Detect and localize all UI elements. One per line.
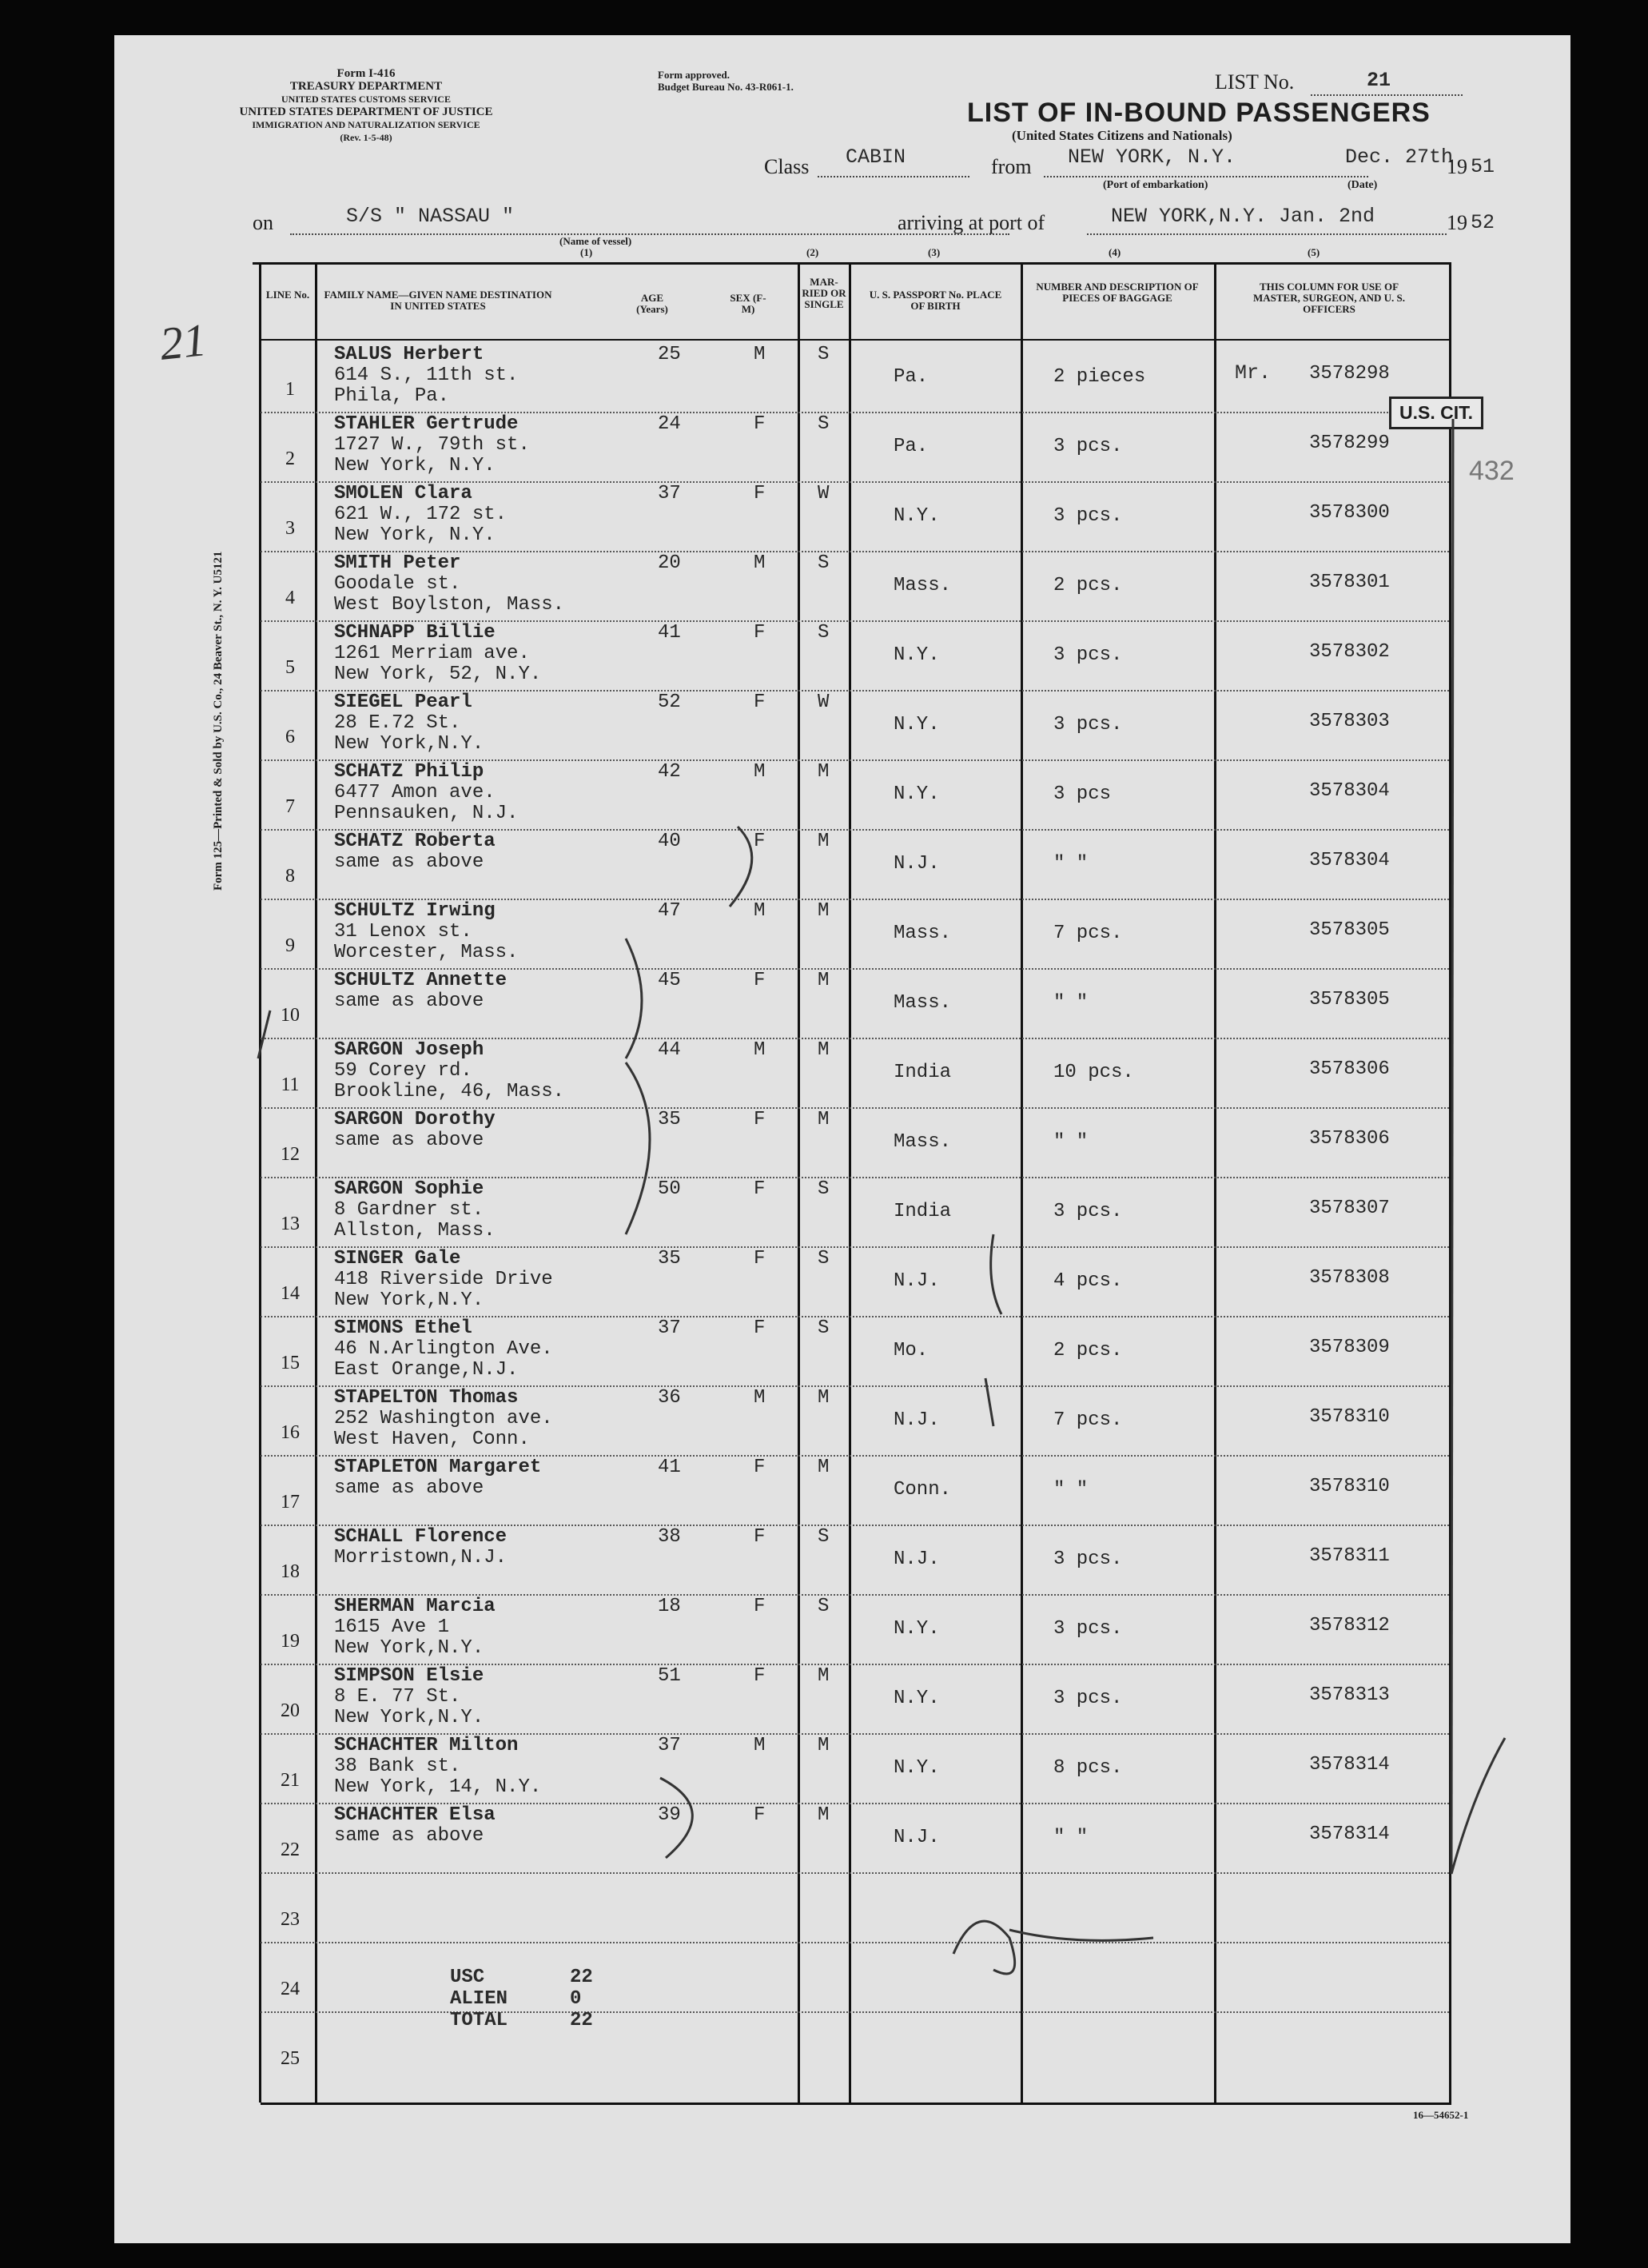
officer-number: 3578313 [1309,1684,1390,1706]
year-prefix-2: 19 [1447,211,1467,234]
line-number: 20 [281,1700,300,1721]
marital-status: M [818,1665,830,1687]
baggage: 3 pcs. [1053,1201,1123,1222]
marital-status: M [818,1735,830,1756]
address-line-1: same as above [334,1130,484,1151]
passenger-name: SIMONS Ethel [334,1317,472,1339]
address-line-1: 31 Lenox st. [334,921,472,943]
sex: M [754,761,766,783]
marital-status: S [818,1596,830,1617]
marital-status: S [818,1526,830,1548]
address-line-2: West Boylston, Mass. [334,594,565,616]
marital-status: M [818,761,830,783]
address-line-1: 621 W., 172 st. [334,504,508,525]
place-of-birth: India [894,1062,952,1083]
age: 41 [658,1457,681,1478]
place-of-birth: India [894,1201,952,1222]
place-of-birth: Mass. [894,923,952,944]
sex: F [754,692,766,713]
alien-count: 0 [570,1988,582,2010]
year-value-1: 51 [1471,155,1495,178]
line-number: 4 [285,588,295,608]
line-number: 7 [285,796,295,817]
header-age: AGE (Years) [636,292,668,315]
officer-number: 3578310 [1309,1406,1390,1428]
header-married: MAR- RIED OR SINGLE [802,276,846,310]
sex: F [754,483,766,504]
vessel-column-number: (1) [580,246,593,258]
place-of-birth: N.Y. [894,644,940,666]
passenger-name: SCHACHTER Elsa [334,1804,496,1826]
address-line-1: 8 Gardner st. [334,1199,484,1221]
usc-label: USC [450,1967,485,1988]
passenger-name: SHERMAN Marcia [334,1596,496,1617]
line-number: 3 [285,518,295,539]
printer-imprint: Form 125—Printed & Sold by U.S. Co., 24 Beaver St., N. Y. U5121 [212,551,225,891]
sex: M [754,344,766,365]
passenger-name: SINGER Gale [334,1248,461,1270]
officer-number: 3578301 [1309,572,1390,593]
officer-number: 3578302 [1309,641,1390,663]
on-label: on [253,211,273,234]
line-number: 12 [281,1144,300,1165]
baggage: " " [1053,992,1089,1014]
embarkation-date: Dec. 27th [1345,145,1454,169]
marital-status: M [818,900,830,922]
header-passport: U. S. PASSPORT No. PLACE OF BIRTH [869,289,1002,312]
baggage: " " [1053,1479,1089,1501]
age: 37 [658,1317,681,1339]
mr-prefix: Mr. [1235,361,1272,385]
marital-status: W [818,692,830,713]
embarkation-caption: (Port of embarkation) [1103,179,1208,191]
line-number: 9 [285,935,295,956]
age: 35 [658,1248,681,1270]
baggage: 3 pcs. [1053,436,1123,457]
address-line-2: Brookline, 46, Mass. [334,1081,565,1102]
line-number: 15 [281,1353,300,1373]
officer-number: 3578314 [1309,1824,1390,1845]
marital-status: M [818,1387,830,1409]
place-of-birth: N.J. [894,1409,940,1431]
passenger-name: SARGON Sophie [334,1178,484,1200]
sex: F [754,1804,766,1826]
footer-code: 16—54652-1 [1413,2109,1469,2121]
marital-status: M [818,1039,830,1061]
col-number-5: (5) [1308,246,1320,258]
marital-status: S [818,1248,830,1270]
list-number-label: LIST No. [1215,70,1295,94]
address-line-1: 1261 Merriam ave. [334,643,530,664]
line-number: 2 [285,448,295,469]
place-of-birth: N.Y. [894,1688,940,1709]
place-of-birth: Pa. [894,436,929,457]
line-number: 8 [285,866,295,887]
class-label: Class [764,155,810,178]
passenger-name: STAPELTON Thomas [334,1387,519,1409]
age: 36 [658,1387,681,1409]
total-count: 22 [570,2010,593,2031]
place-of-birth: Mo. [894,1340,929,1361]
stamp-number: 432 [1469,456,1515,486]
baggage: 7 pcs. [1053,923,1123,944]
arrival-port: NEW YORK,N.Y. Jan. 2nd [1111,205,1375,228]
address-line-2: New York, 52, N.Y. [334,664,542,685]
marital-status: M [818,1457,830,1478]
arriving-label: arriving at port of [898,211,1045,234]
marital-status: S [818,552,830,574]
budget-bureau: Budget Bureau No. 43-R061-1. [658,81,794,93]
line-number: 14 [281,1283,300,1304]
baggage: 2 pieces [1053,366,1146,388]
marital-status: S [818,344,830,365]
col-number-4: (4) [1109,246,1121,258]
header-name: FAMILY NAME—GIVEN NAME DESTINATION IN UNITED STATES [324,289,552,312]
baggage: 3 pcs. [1053,1618,1123,1640]
baggage: " " [1053,853,1089,875]
age: 45 [658,970,681,991]
age: 35 [658,1109,681,1130]
address-line-1: 614 S., 11th st. [334,365,519,386]
year-prefix-1: 19 [1447,155,1467,178]
alien-label: ALIEN [450,1988,508,2010]
address-line-1: 59 Corey rd. [334,1060,472,1082]
age: 40 [658,831,681,852]
line-number: 10 [281,1005,300,1026]
officer-number: 3578311 [1309,1545,1390,1567]
marital-status: M [818,1804,830,1826]
marital-status: S [818,622,830,644]
col-number-2: (2) [806,246,819,258]
place-of-birth: Mass. [894,1131,952,1153]
address-line-2: West Haven, Conn. [334,1429,530,1450]
officer-number: 3578307 [1309,1198,1390,1219]
sex: M [754,1735,766,1756]
address-line-1: Goodale st. [334,573,461,595]
passenger-name: SCHACHTER Milton [334,1735,519,1756]
marital-status: M [818,970,830,991]
sex: F [754,1248,766,1270]
form-title: LIST OF IN-BOUND PASSENGERS [967,98,1431,128]
baggage: 3 pcs. [1053,1688,1123,1709]
list-number-value: 21 [1367,69,1391,92]
age: 51 [658,1665,681,1687]
address-line-1: same as above [334,851,484,873]
line-number: 5 [285,657,295,678]
officer-number: 3578309 [1309,1337,1390,1358]
address-line-1: same as above [334,1825,484,1847]
embarkation-port: NEW YORK, N.Y. [1068,145,1236,169]
officer-number: 3578310 [1309,1476,1390,1497]
age: 39 [658,1804,681,1826]
baggage: 10 pcs. [1053,1062,1134,1083]
sex: M [754,1387,766,1409]
marital-status: S [818,413,830,435]
age: 44 [658,1039,681,1061]
header-line-no: LINE No. [265,289,310,301]
line-number: 1 [285,379,295,400]
baggage: 2 pcs. [1053,1340,1123,1361]
baggage: " " [1053,1827,1089,1848]
place-of-birth: N.J. [894,1270,940,1292]
address-line-1: same as above [334,991,484,1012]
sex: F [754,1457,766,1478]
place-of-birth: N.Y. [894,714,940,735]
address-line-2: New York,N.Y. [334,733,484,755]
baggage: 3 pcs. [1053,1549,1123,1570]
line-number: 19 [281,1631,300,1652]
marital-status: M [818,1109,830,1130]
vessel-name: S/S " NASSAU " [346,205,515,228]
passenger-name: SCHULTZ Annette [334,970,508,991]
header-sex: SEX (F-M) [730,292,766,315]
line-number: 16 [281,1422,300,1443]
passenger-name: SMITH Peter [334,552,461,574]
address-line-2: Phila, Pa. [334,385,450,407]
passenger-name: STAPLETON Margaret [334,1457,542,1478]
address-line-2: East Orange,N.J. [334,1359,519,1381]
baggage: 3 pcs. [1053,505,1123,527]
age: 18 [658,1596,681,1617]
sex: F [754,1596,766,1617]
line-number: 6 [285,727,295,747]
line-number: 17 [281,1492,300,1513]
baggage: 2 pcs. [1053,575,1123,596]
place-of-birth: Mass. [894,575,952,596]
officer-number: 3578306 [1309,1058,1390,1080]
passenger-name: SCHATZ Philip [334,761,484,783]
address-line-2: New York,N.Y. [334,1637,484,1659]
baggage: 3 pcs. [1053,644,1123,666]
address-line-2: New York, 14, N.Y. [334,1776,542,1798]
line-number: 25 [281,2048,300,2069]
place-of-birth: N.Y. [894,1757,940,1779]
sex: F [754,622,766,644]
place-of-birth: Conn. [894,1479,952,1501]
address-line-1: 28 E.72 St. [334,712,461,734]
baggage: " " [1053,1131,1089,1153]
marital-status: W [818,483,830,504]
passenger-name: SIEGEL Pearl [334,692,472,713]
address-line-2: New York, N.Y. [334,455,496,476]
sex: F [754,1178,766,1200]
officer-number: 3578305 [1309,989,1390,1010]
baggage: 4 pcs. [1053,1270,1123,1292]
officer-number: 3578312 [1309,1615,1390,1636]
place-of-birth: N.Y. [894,783,940,805]
marital-status: S [818,1178,830,1200]
sex: F [754,970,766,991]
revision: (Rev. 1-5-48) [340,132,392,143]
form-approved: Form approved. [658,69,730,81]
header-officers: THIS COLUMN FOR USE OF MASTER, SURGEON, AND U. S. OFFICERS [1253,281,1405,315]
address-line-1: 8 E. 77 St. [334,1686,461,1708]
sex: M [754,1039,766,1061]
officer-number: 3578308 [1309,1267,1390,1289]
address-line-1: 46 N.Arlington Ave. [334,1338,553,1360]
address-line-1: 252 Washington ave. [334,1408,553,1429]
address-line-1: 1727 W., 79th st. [334,434,530,456]
sex: F [754,831,766,852]
place-of-birth: Mass. [894,992,952,1014]
year-value-2: 52 [1471,211,1495,234]
sex: F [754,413,766,435]
sex: F [754,1665,766,1687]
passenger-name: SCHALL Florence [334,1526,508,1548]
citizen-stamp-text: U.S. CIT. [1399,402,1474,423]
line-number: 22 [281,1840,300,1860]
ins-service: IMMIGRATION AND NATURALIZATION SERVICE [252,119,480,130]
sex: F [754,1526,766,1548]
passenger-name: SMOLEN Clara [334,483,472,504]
address-line-1: 418 Riverside Drive [334,1269,553,1290]
place-of-birth: Pa. [894,366,929,388]
address-line-2: Allston, Mass. [334,1220,496,1242]
line-number: 18 [281,1561,300,1582]
from-label: from [991,155,1032,178]
marital-status: S [818,1317,830,1339]
sex: M [754,552,766,574]
address-line-1: 6477 Amon ave. [334,782,496,803]
sex: F [754,1317,766,1339]
passenger-name: SARGON Dorothy [334,1109,496,1130]
age: 24 [658,413,681,435]
place-of-birth: N.Y. [894,505,940,527]
justice-dept: UNITED STATES DEPARTMENT OF JUSTICE [239,106,493,118]
passenger-name: SCHATZ Roberta [334,831,496,852]
passenger-name: SIMPSON Elsie [334,1665,484,1687]
form-subtitle: (United States Citizens and Nationals) [1012,128,1232,143]
customs-service: UNITED STATES CUSTOMS SERVICE [281,94,451,105]
officer-number: 3578299 [1309,432,1390,454]
line-number: 11 [281,1074,300,1095]
usc-count: 22 [570,1967,593,1988]
marital-status: M [818,831,830,852]
officer-number: 3578304 [1309,850,1390,871]
age: 20 [658,552,681,574]
baggage: 8 pcs. [1053,1757,1123,1779]
age: 42 [658,761,681,783]
age: 50 [658,1178,681,1200]
address-line-2: New York,N.Y. [334,1289,484,1311]
place-of-birth: N.J. [894,853,940,875]
sex: M [754,900,766,922]
col-number-3: (3) [928,246,941,258]
manifest-page [114,35,1570,2243]
age: 47 [658,900,681,922]
address-line-1: 1615 Ave 1 [334,1616,450,1638]
line-number: 13 [281,1214,300,1234]
class-value: CABIN [846,145,906,169]
age: 37 [658,483,681,504]
passenger-name: SCHNAPP Billie [334,622,496,644]
age: 37 [658,1735,681,1756]
address-line-1: 38 Bank st. [334,1756,461,1777]
vessel-caption: (Name of vessel) [559,235,632,247]
passenger-name: STAHLER Gertrude [334,413,519,435]
baggage: 7 pcs. [1053,1409,1123,1431]
passenger-name: SALUS Herbert [334,344,484,365]
baggage: 3 pcs. [1053,714,1123,735]
address-line-2: New York,N.Y. [334,1707,484,1728]
handwritten-marks [114,35,1570,2243]
date-caption: (Date) [1347,179,1378,191]
line-number: 23 [281,1909,300,1930]
place-of-birth: N.Y. [894,1618,940,1640]
officer-number: 3578300 [1309,502,1390,524]
treasury-dept: TREASURY DEPARTMENT [289,80,443,93]
line-number: 21 [281,1770,300,1791]
officer-number: 3578298 [1309,363,1390,385]
header-baggage: NUMBER AND DESCRIPTION OF PIECES OF BAGGAGE [1036,281,1199,304]
age: 25 [658,344,681,365]
sex: F [754,1109,766,1130]
age: 41 [658,622,681,644]
total-label: TOTAL [450,2010,508,2031]
address-line-1: same as above [334,1477,484,1499]
handwritten-list-number: 21 [157,313,209,370]
line-number: 24 [281,1979,300,1999]
officer-number: 3578304 [1309,780,1390,802]
officer-number: 3578314 [1309,1754,1390,1776]
passenger-name: SCHULTZ Irwing [334,900,496,922]
officer-number: 3578306 [1309,1128,1390,1150]
officer-number: 3578305 [1309,919,1390,941]
address-line-2: Pennsauken, N.J. [334,803,519,824]
passenger-name: SARGON Joseph [334,1039,484,1061]
baggage: 3 pcs [1053,783,1112,805]
address-line-1: Morristown,N.J. [334,1547,508,1568]
address-line-2: New York, N.Y. [334,524,496,546]
officer-number: 3578303 [1309,711,1390,732]
form-number: Form I-416 [336,67,396,80]
place-of-birth: N.J. [894,1549,940,1570]
age: 52 [658,692,681,713]
age: 38 [658,1526,681,1548]
address-line-2: Worcester, Mass. [334,942,519,963]
place-of-birth: N.J. [894,1827,940,1848]
